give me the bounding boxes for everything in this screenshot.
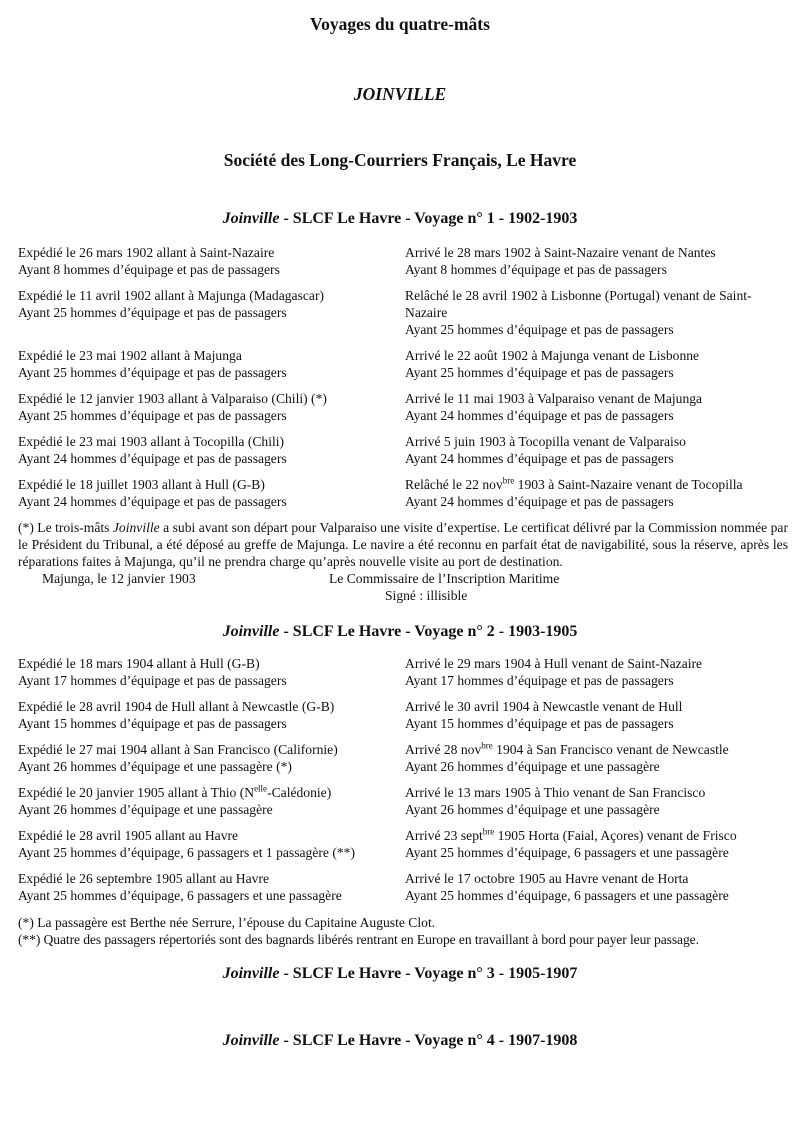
note-text: a subi avant son départ pour Valparaiso une visite d’expertise. Le certificat délivré par la Commission nommée par le Président du Tribunal, a été déposé au greffe de Majunga. Le navire a été reconnu en parfait état de navigabilité, sous la réserve, après les réparations faites à Majunga, qu’il ne prendra charge qu’après nouvelle visite au port de destination. bbox=[18, 520, 788, 569]
arrival-line: Arrivé le 28 mars 1902 à Saint-Nazaire venant de Nantes bbox=[405, 245, 716, 260]
voyage-2-departure-3 bbox=[18, 741, 398, 775]
arrival-line: Arrivé le 11 mai 1903 à Valparaiso venant de Majunga bbox=[405, 391, 703, 406]
voyage-4-heading bbox=[0, 1031, 800, 1051]
departure-text: Expédié le 20 janvier 1905 allant à Thio (N bbox=[18, 785, 255, 800]
crew-line: Ayant 24 hommes d’équipage et pas de passagers bbox=[405, 451, 674, 466]
crew-line: Ayant 24 hommes d’équipage et pas de passagers bbox=[405, 494, 674, 509]
crew-line: Ayant 8 hommes d’équipage et pas de passagers bbox=[405, 262, 667, 277]
ship-name: JOINVILLE bbox=[353, 84, 447, 104]
note-ship: Joinville bbox=[112, 520, 160, 535]
voyage-2-departure-1 bbox=[18, 655, 398, 689]
voyage-3-heading bbox=[0, 964, 800, 984]
arrival-line: Relâché le 28 avril 1902 à Lisbonne (Portugal) venant de Saint-Nazaire bbox=[405, 288, 752, 320]
arrival-line: Arrivé 5 juin 1903 à Tocopilla venant de Valparaiso bbox=[405, 434, 686, 449]
crew-line: Ayant 8 hommes d’équipage et pas de passagers bbox=[18, 262, 280, 277]
voyage-2-arrival-2 bbox=[405, 698, 790, 732]
departure-line: Expédié le 26 mars 1902 allant à Saint-Nazaire bbox=[18, 245, 275, 260]
crew-line: Ayant 24 hommes d’équipage et pas de passagers bbox=[405, 408, 674, 423]
crew-line: Ayant 25 hommes d’équipage, 6 passagers et une passagère bbox=[405, 888, 729, 903]
voyage-ship: Joinville bbox=[222, 623, 280, 640]
arrival-text: Relâché le 22 nov bbox=[405, 477, 503, 492]
crew-line: Ayant 15 hommes d’équipage et pas de passagers bbox=[18, 716, 287, 731]
departure-line: Expédié le 28 avril 1904 de Hull allant à Newcastle (G-B) bbox=[18, 699, 335, 714]
voyage-ship: Joinville bbox=[222, 210, 280, 227]
departure-line: Expédié le 28 avril 1905 allant au Havre bbox=[18, 828, 239, 843]
departure-line: Expédié le 27 mai 1904 allant à San Francisco (Californie) bbox=[18, 742, 338, 757]
voyage-ship: Joinville bbox=[222, 1032, 280, 1049]
crew-line: Ayant 25 hommes d’équipage et pas de passagers bbox=[405, 322, 674, 337]
voyage-1-arrival-5 bbox=[405, 433, 790, 467]
voyage-ship: Joinville bbox=[222, 965, 280, 982]
crew-line: Ayant 17 hommes d’équipage et pas de passagers bbox=[18, 673, 287, 688]
voyage-2-departure-4 bbox=[18, 784, 398, 818]
voyage-1-arrival-2 bbox=[405, 287, 790, 338]
crew-line: Ayant 15 hommes d’équipage et pas de passagers bbox=[405, 716, 674, 731]
note-text: (*) Le trois-mâts bbox=[18, 520, 113, 535]
departure-line: Expédié le 11 avril 1902 allant à Majunga (Madagascar) bbox=[18, 288, 324, 303]
voyage-2-departure-6 bbox=[18, 870, 398, 904]
arrival-text: Arrivé 23 sept bbox=[405, 828, 483, 843]
departure-line: Expédié le 23 mai 1902 allant à Majunga bbox=[18, 348, 242, 363]
arrival-line: Arrivé le 29 mars 1904 à Hull venant de Saint-Nazaire bbox=[405, 656, 703, 671]
crew-line: Ayant 25 hommes d’équipage et pas de passagers bbox=[18, 305, 287, 320]
crew-line: Ayant 24 hommes d’équipage et pas de passagers bbox=[18, 451, 287, 466]
crew-line: Ayant 26 hommes d’équipage et une passagère bbox=[405, 759, 660, 774]
voyage-2-arrival-5 bbox=[405, 827, 790, 861]
voyage-2-departure-5 bbox=[18, 827, 398, 861]
voyage-title: - SLCF Le Havre - Voyage n° 4 - 1907-1908 bbox=[279, 1032, 578, 1049]
footnote-passenger: (*) La passagère est Berthe née Serrure, l’épouse du Capitaine Auguste Clot. bbox=[18, 915, 436, 930]
note-authority: Le Commissaire de l’Inscription Maritime bbox=[329, 571, 560, 586]
voyage-1-departure-4 bbox=[18, 390, 398, 424]
voyage-2-arrival-6 bbox=[405, 870, 790, 904]
crew-line: Ayant 25 hommes d’équipage, 6 passagers et 1 passagère (**) bbox=[18, 845, 355, 860]
voyage-title: - SLCF Le Havre - Voyage n° 3 - 1905-1907 bbox=[279, 965, 578, 982]
crew-line: Ayant 25 hommes d’équipage et pas de passagers bbox=[18, 408, 287, 423]
note-signature: Signé : illisible bbox=[385, 588, 468, 603]
arrival-text: 1903 à Saint-Nazaire venant de Tocopilla bbox=[514, 477, 743, 492]
voyage-1-arrival-6 bbox=[405, 476, 790, 510]
voyage-2-arrival-4 bbox=[405, 784, 790, 818]
voyage-1-departure-2 bbox=[18, 287, 398, 321]
voyage-1-arrival-4 bbox=[405, 390, 790, 424]
crew-line: Ayant 25 hommes d’équipage, 6 passagers et une passagère bbox=[18, 888, 342, 903]
voyage-2-heading bbox=[0, 622, 800, 642]
superscript: bre bbox=[482, 826, 495, 837]
crew-line: Ayant 26 hommes d’équipage et une passagère bbox=[18, 802, 273, 817]
voyage-2-arrival-3 bbox=[405, 741, 790, 775]
arrival-line bbox=[405, 741, 790, 758]
superscript: elle bbox=[254, 783, 268, 794]
voyage-1-departure-1 bbox=[18, 244, 398, 278]
footnote-convicts: (**) Quatre des passagers répertoriés sont des bagnards libérés rentrant en Europe en travaillant à bord pour payer leur passage. bbox=[18, 932, 699, 947]
departure-line: Expédié le 26 septembre 1905 allant au Havre bbox=[18, 871, 270, 886]
arrival-line: Arrivé le 13 mars 1905 à Thio venant de San Francisco bbox=[405, 785, 706, 800]
crew-line: Ayant 24 hommes d’équipage et pas de passagers bbox=[18, 494, 287, 509]
company-name: Société des Long-Courriers Français, Le Havre bbox=[223, 150, 577, 170]
superscript: bre bbox=[481, 740, 493, 751]
departure-text: -Calédonie) bbox=[267, 785, 332, 800]
voyage-1-arrival-3 bbox=[405, 347, 790, 381]
departure-line: Expédié le 18 juillet 1903 allant à Hull (G-B) bbox=[18, 477, 265, 492]
arrival-line: Arrivé le 30 avril 1904 à Newcastle venant de Hull bbox=[405, 699, 683, 714]
superscript: bre bbox=[502, 475, 515, 486]
arrival-text: 1904 à San Francisco venant de Newcastle bbox=[492, 742, 729, 757]
departure-line bbox=[18, 784, 398, 801]
voyage-1-departure-5 bbox=[18, 433, 398, 467]
note-place-date: Majunga, le 12 janvier 1903 bbox=[42, 571, 196, 586]
arrival-line bbox=[405, 476, 790, 493]
voyage-1-departure-6 bbox=[18, 476, 398, 510]
voyage-1-arrival-1 bbox=[405, 244, 790, 278]
arrival-text: 1905 Horta (Faial, Açores) venant de Frisco bbox=[494, 828, 737, 843]
arrival-line bbox=[405, 827, 790, 844]
crew-line: Ayant 17 hommes d’équipage et pas de passagers bbox=[405, 673, 674, 688]
voyage-2-departure-2 bbox=[18, 698, 398, 732]
crew-line: Ayant 25 hommes d’équipage, 6 passagers et une passagère bbox=[405, 845, 729, 860]
departure-line: Expédié le 12 janvier 1903 allant à Valparaiso (Chili) (*) bbox=[18, 391, 327, 406]
voyage-title: - SLCF Le Havre - Voyage n° 2 - 1903-1905 bbox=[279, 623, 578, 640]
voyage-1-departure-3 bbox=[18, 347, 398, 381]
voyage-title: - SLCF Le Havre - Voyage n° 1 - 1902-1903 bbox=[279, 210, 578, 227]
arrival-line: Arrivé le 22 août 1902 à Majunga venant de Lisbonne bbox=[405, 348, 700, 363]
departure-line: Expédié le 18 mars 1904 allant à Hull (G-B) bbox=[18, 656, 260, 671]
voyage-1-heading bbox=[0, 209, 800, 229]
crew-line: Ayant 25 hommes d’équipage et pas de passagers bbox=[405, 365, 674, 380]
arrival-line: Arrivé le 17 octobre 1905 au Havre venant de Horta bbox=[405, 871, 689, 886]
crew-line: Ayant 26 hommes d’équipage et une passagère bbox=[405, 802, 660, 817]
crew-line: Ayant 26 hommes d’équipage et une passagère (*) bbox=[18, 759, 292, 774]
voyage-2-arrival-1 bbox=[405, 655, 790, 689]
crew-line: Ayant 25 hommes d’équipage et pas de passagers bbox=[18, 365, 287, 380]
expertise-note bbox=[18, 519, 788, 570]
arrival-text: Arrivé 28 nov bbox=[405, 742, 482, 757]
departure-line: Expédié le 23 mai 1903 allant à Tocopilla (Chili) bbox=[18, 434, 285, 449]
page-title: Voyages du quatre-mâts bbox=[310, 14, 490, 34]
